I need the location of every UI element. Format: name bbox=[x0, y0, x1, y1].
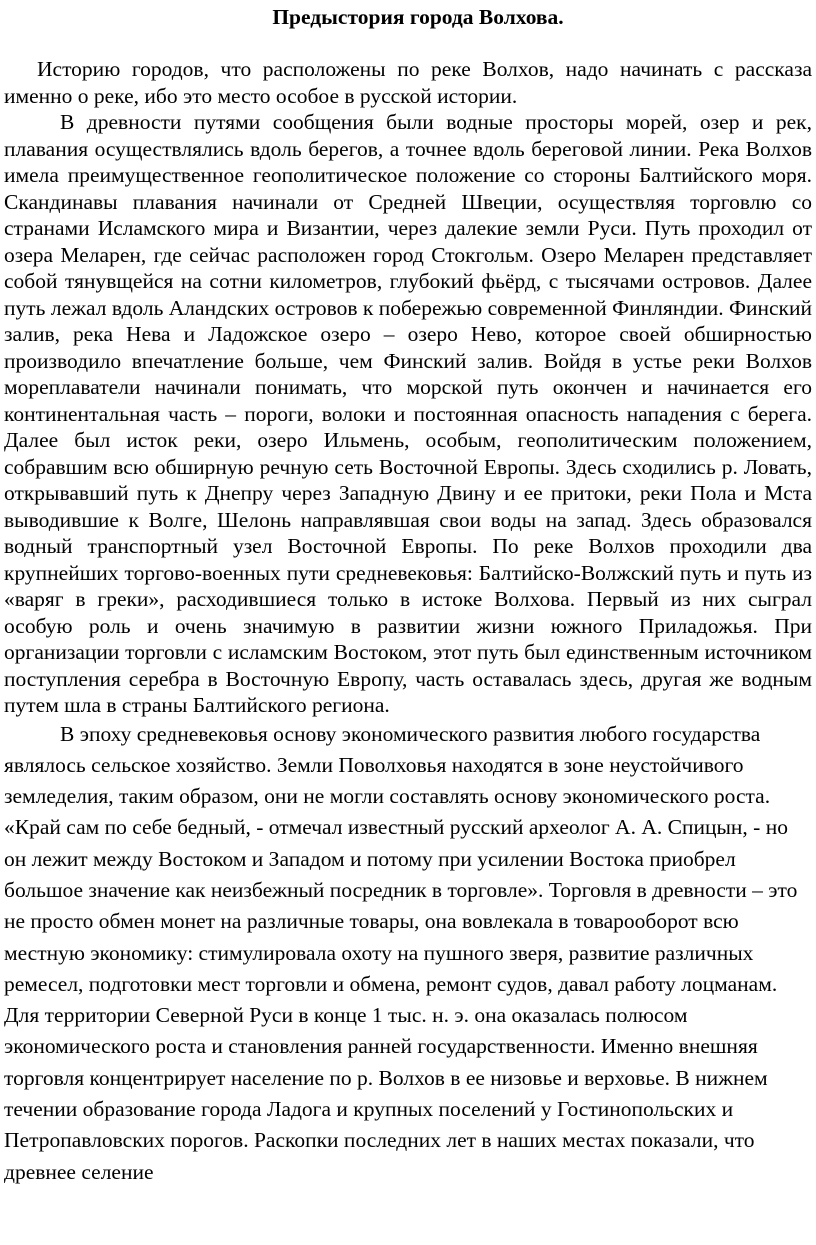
text-block-main bbox=[4, 56, 812, 719]
text-block-medieval bbox=[4, 719, 812, 1188]
paragraph-waterways: В древности путями сообщения были водные просторы морей, озер и рек, плавания осуществлялись вдоль берегов, а точнее вдоль береговой линии. Река Волхов имела преимущественное геополитическое положение со стороны Балтийского моря. Скандинавы плавания начинали от Средней Швеции, осуществляя торговлю со странами Исламского мира и Византии, через далекие земли Руси. Путь проходил от озера Меларен, где сейчас расположен город Стокгольм. Озеро Меларен представляет собой тянувщейся на сотни километров, глубокий фьёрд, с тысячами островов. Далее путь лежал вдоль Аландских островов к побережью современной Финляндии. Финский залив, река Нева и Ладожское озеро – озеро Нево, которое своей обширностью производило впечатление больше, чем Финский залив. Войдя в устье реки Волхов мореплаватели начинали понимать, что морской путь окончен и начинается его континентальная часть – пороги, волоки и постоянная опасность нападения с берега. Далее был исток реки, озеро Ильмень, особым, геополитическим положением, собравшим всю обширную речную сеть Восточной Европы. Здесь сходились р. Ловать, открывавший путь к Днепру через Западную Двину и ее притоки, реки Пола и Мста выводившие к Волге, Шелонь направлявшая свои воды на запад. Здесь образовался водный транспортный узел Восточной Европы. По реке Волхов проходили два крупнейших торгово-военных пути средневековья: Балтийско-Волжский путь и путь из «варяг в греки», расходившиеся только в истоке Волхова. Первый из них сыграл особую роль и очень значимую в развитии жизни южного Приладожья. При организации торговли с исламским Востоком, этот путь был единственным источником поступления серебра в Восточную Европу, часть оставалась здесь, другая же водным путем шла в страны Балтийского региона. bbox=[4, 110, 812, 717]
document-title: Предыстория города Волхова. bbox=[272, 5, 564, 29]
paragraph-economy: В эпоху средневековья основу экономического развития любого государства являлось сельское хозяйство. Земли Поволховья находятся в зоне неустойчивого земледелия, таким образом, они не могли составлять основу экономического роста. «Край сам по себе бедный, - отмечал известный русский археолог А. А. Спицын, - но он лежит между Востоком и Западом и потому при усилении Востока приобрел большое значение как неизбежный посредник в торговле». Торговля в древности – это не просто обмен монет на различные товары, она вовлекала в товарооборот всю местную экономику: стимулировала охоту на пушного зверя, развитие различных ремесел, подготовки мест торговли и обмена, ремонт судов, давал работу лоцманам. Для территории Северной Руси в конце 1 тыс. н. э. она оказалась полюсом экономического роста и становления ранней государственности. Именно внешняя торговля концентрирует население по р. Волхов в ее низовье и верховье. В нижнем течении образование города Ладога и крупных поселений у Гостинопольских и Петропавловских порогов. Раскопки последних лет в наших местах показали, что древнее селение bbox=[4, 721, 798, 1184]
paragraph-intro: Историю городов, что расположены по реке Волхов, надо начинать с рассказа именно о реке, ибо это место особое в русской истории. bbox=[4, 57, 812, 108]
